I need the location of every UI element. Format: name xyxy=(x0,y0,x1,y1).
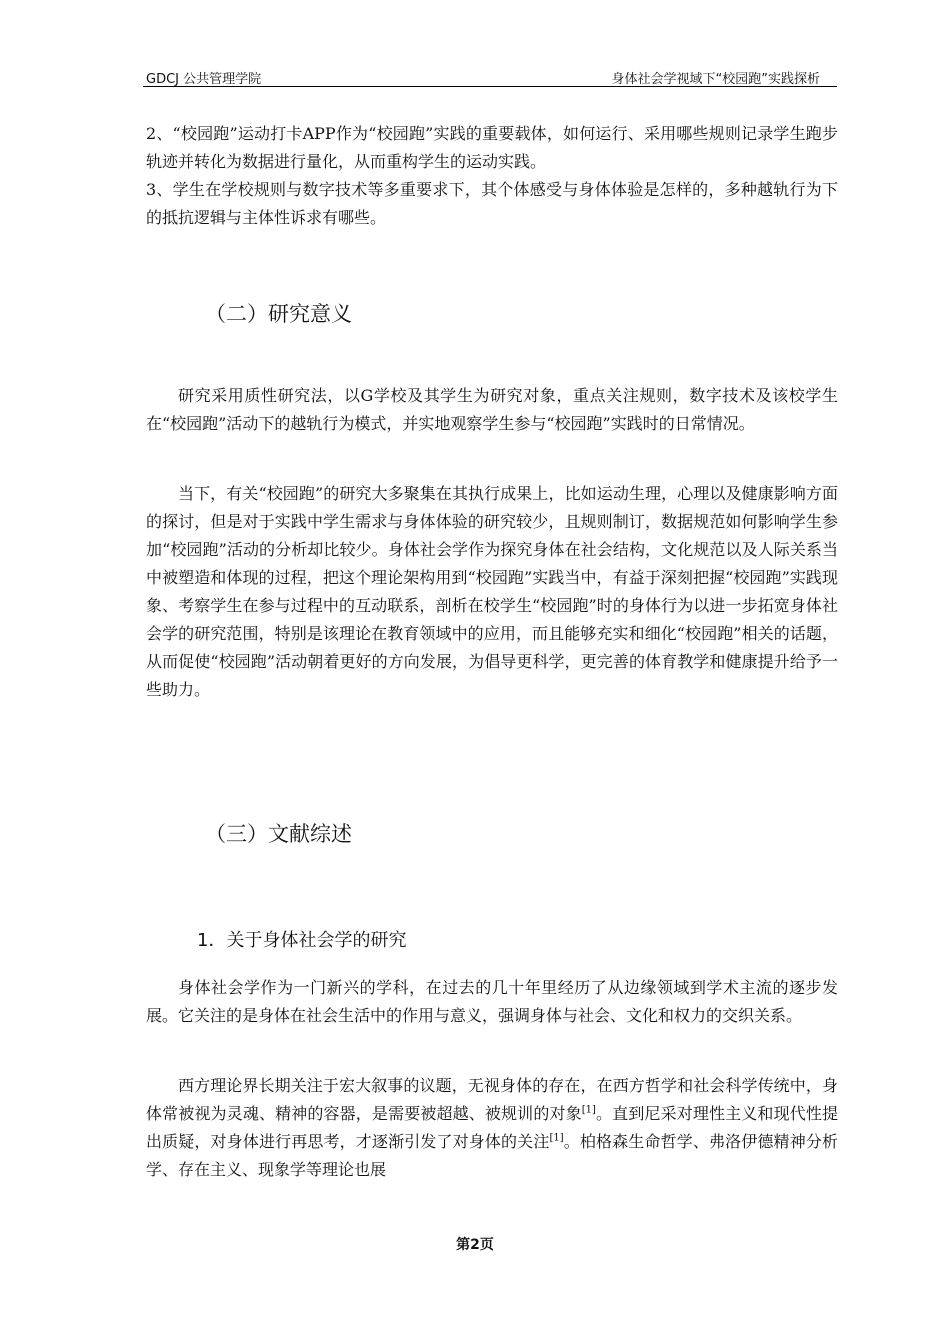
significance-paragraph-1: 研究采用质性研究法，以G学校及其学生为研究对象，重点关注规则，数字技术及该校学生在“校园跑”活动下的越轨行为模式，并实地观察学生参与“校园跑”实践时的日常情况。 xyxy=(146,386,838,433)
significance-paragraph-2: 当下，有关“校园跑”的研究大多聚集在其执行成果上，比如运动生理，心理以及健康影响方面的探讨，但是对于实践中学生需求与身体体验的研究较少，且规则制订，数据规范如何影响学生参加“校园跑”活动的分析却比较少。身体社会学作为探究身体在社会结构，文化规范以及人际关系当中被塑造和体现的过程，把这个理论架构用到“校园跑”实践当中，有益于深刻把握“校园跑”实践现象、考察学生在参与过程中的互动联系，剖析在校学生“校园跑”时的身体行为以进一步拓宽身体社会学的研究范围，特别是该理论在教育领域中的应用，而且能够充实和细化“校园跑”相关的话题，从而促使“校园跑”活动朝着更好的方向发展，为倡导更科学，更完善的体育教学和健康提升给予一些助力。 xyxy=(146,484,838,699)
page-header-right: 身体社会学视域下“校园跑”实践探析 xyxy=(611,72,820,87)
paragraph-text: 。直到尼采对理性主义和现代性提出质疑，对身体进行再思考，才逐渐引发了对身体的关注 xyxy=(146,1104,838,1151)
citation-ref: [1] xyxy=(549,1132,564,1144)
list-item-2: 2、“校园跑”运动打卡APP作为“校园跑”实践的重要载体，如何运行、采用哪些规则记录学生跑步轨迹并转化为数据进行量化，从而重构学生的运动实践。 xyxy=(146,124,838,171)
section-heading-significance: （二）研究意义 xyxy=(205,302,352,326)
list-item-3: 3、学生在学校规则与数字技术等多重要求下，其个体感受与身体体验是怎样的，多种越轨行为下的抵抗逻辑与主体性诉求有哪些。 xyxy=(146,180,838,227)
section-heading-literature-review: （三）文献综述 xyxy=(205,822,352,846)
paragraph-text: 西方理论界长期关注于宏大叙事的议题，无视身体的存在，在西方哲学和社会科学传统中，身体常被视为灵魂、精神的容器，是需要被超越、被规训的对象 xyxy=(146,1076,838,1123)
literature-paragraph-1: 身体社会学作为一门新兴的学科，在过去的几十年里经历了从边缘领域到学术主流的逐步发展。它关注的是身体在社会生活中的作用与意义，强调身体与社会、文化和权力的交织关系。 xyxy=(146,978,838,1025)
header-divider xyxy=(143,86,837,87)
paragraph-text: 。柏格森生命哲学、弗洛伊德精神分析学、存在主义、现象学等理论也展 xyxy=(146,1132,838,1179)
citation-ref: [1] xyxy=(581,1104,596,1116)
page-header-left: GDCJ 公共管理学院 xyxy=(146,72,262,87)
page-number: 第2页 xyxy=(456,1237,494,1253)
literature-paragraph-2 xyxy=(146,1072,838,1184)
subsection-heading-body-sociology: 1．关于身体社会学的研究 xyxy=(197,930,407,951)
